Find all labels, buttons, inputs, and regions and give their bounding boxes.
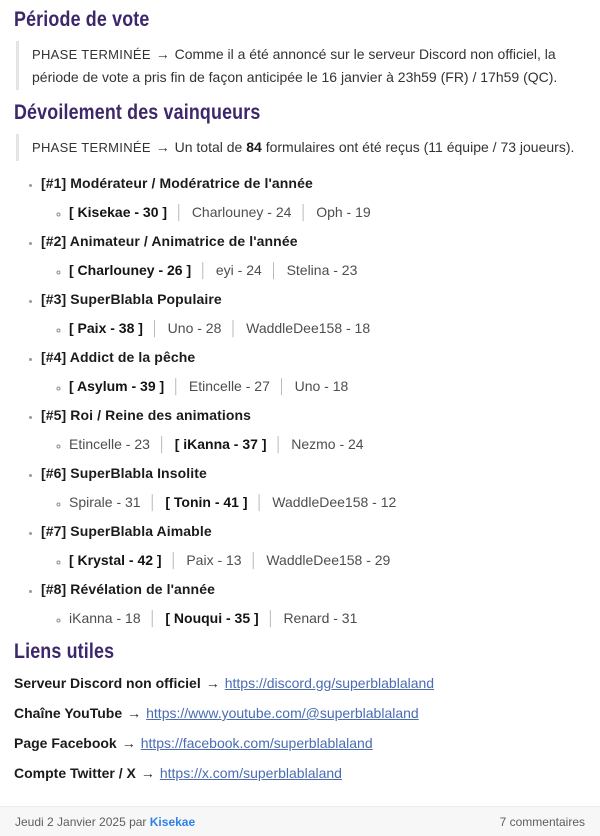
separator: │ xyxy=(175,204,184,220)
link-label: Page Facebook xyxy=(14,735,117,751)
winner-category xyxy=(41,174,584,222)
separator: │ xyxy=(249,552,259,568)
phase-note-body: Comme il a été annoncé sur le serveur Discord non officiel, la période de vote a pris fin de façon anticipée le 16 janvier à 23h59 (FR) / 17h59 (QC). xyxy=(32,46,558,85)
results-row xyxy=(69,551,584,570)
comments-link[interactable]: 7 commentaires xyxy=(499,814,585,829)
runner-up-entry: iKanna - 18 xyxy=(69,610,141,626)
runner-up-entry: Etincelle - 23 xyxy=(69,436,150,452)
category-results xyxy=(41,319,584,338)
phase-note-periode-text xyxy=(32,43,584,88)
link-line xyxy=(14,763,584,783)
runner-up-entry: Nezmo - 24 xyxy=(291,436,364,452)
category-results xyxy=(41,435,584,454)
winners-list xyxy=(14,174,584,628)
external-link[interactable]: https://facebook.com/superblablaland xyxy=(140,735,373,751)
link-line xyxy=(14,703,584,723)
external-link[interactable]: https://x.com/superblablaland xyxy=(159,765,342,781)
results-row xyxy=(69,435,584,454)
winner-entry: [ Nouqui - 35 ] xyxy=(165,610,259,626)
separator: │ xyxy=(266,610,276,626)
phase-note-resultats-text xyxy=(32,136,584,159)
category-results xyxy=(41,609,584,628)
runner-up-entry: Spirale - 31 xyxy=(69,494,141,510)
phase-status-label: PHASE TERMINÉE xyxy=(32,47,151,62)
separator: │ xyxy=(172,378,181,394)
arrow-icon: → xyxy=(155,46,170,62)
section-heading-devoilement: Dévoilement des vainqueurs xyxy=(14,101,261,124)
winner-entry: [ Asylum - 39 ] xyxy=(69,378,165,394)
runner-up-entry: WaddleDee158 - 18 xyxy=(246,320,371,336)
separator: │ xyxy=(277,378,287,394)
winner-entry: [ iKanna - 37 ] xyxy=(174,436,267,452)
link-label: Serveur Discord non officiel xyxy=(14,675,201,691)
runner-up-entry: WaddleDee158 - 29 xyxy=(266,552,391,568)
runner-up-entry: Renard - 31 xyxy=(283,610,358,626)
phase-status-label: PHASE TERMINÉE xyxy=(32,140,151,155)
link-line xyxy=(14,673,584,693)
section-heading-liens-utiles: Liens utiles xyxy=(14,640,115,663)
runner-up-entry: Uno - 28 xyxy=(167,320,222,336)
winner-category xyxy=(41,580,584,628)
winner-category xyxy=(41,290,584,338)
external-link[interactable]: https://www.youtube.com/@superblablaland xyxy=(146,705,419,721)
winner-category xyxy=(41,232,584,280)
category-title: [#6] SuperBlabla Insolite xyxy=(41,465,207,481)
separator: │ xyxy=(255,494,265,510)
post-date: Jeudi 2 Janvier 2025 par xyxy=(15,814,147,829)
category-title: [#2] Animateur / Animatrice de l'année xyxy=(41,233,298,249)
results-row xyxy=(69,261,584,280)
link-label: Compte Twitter / X xyxy=(14,765,136,781)
separator: │ xyxy=(148,494,158,510)
results-row xyxy=(69,609,584,628)
winner-category xyxy=(41,406,584,454)
arrow-icon: → xyxy=(205,675,220,691)
phase-note-resultats xyxy=(16,134,584,161)
category-title: [#3] SuperBlabla Populaire xyxy=(41,291,222,307)
category-results xyxy=(41,261,584,280)
category-title: [#5] Roi / Reine des animations xyxy=(41,407,252,423)
total-after: formulaires ont été reçus (11 équipe / 73 joueurs). xyxy=(265,139,575,155)
category-title: [#4] Addict de la pêche xyxy=(41,349,196,365)
separator: │ xyxy=(169,552,179,568)
category-title: [#1] Modérateur / Modératrice de l'année xyxy=(41,175,313,191)
winner-entry: [ Krystal - 42 ] xyxy=(69,552,162,568)
separator: │ xyxy=(148,610,158,626)
runner-up-entry: WaddleDee158 - 12 xyxy=(272,494,397,510)
results-row xyxy=(69,319,584,338)
total-before: Un total de xyxy=(174,139,243,155)
category-results xyxy=(41,551,584,570)
separator: │ xyxy=(199,262,208,278)
category-results xyxy=(41,203,584,222)
post-meta xyxy=(15,815,195,829)
runner-up-entry: Charlouney - 24 xyxy=(191,204,292,220)
results-row xyxy=(69,493,584,512)
category-results xyxy=(41,493,584,512)
total-count: 84 xyxy=(246,139,262,155)
arrow-icon: → xyxy=(127,705,142,721)
results-row xyxy=(69,203,584,222)
results-row xyxy=(69,377,584,396)
separator: │ xyxy=(269,262,279,278)
post-footer xyxy=(0,806,600,836)
arrow-icon: → xyxy=(155,139,170,155)
category-title: [#8] Révélation de l'année xyxy=(41,581,215,597)
winner-category xyxy=(41,464,584,512)
separator: │ xyxy=(299,204,309,220)
runner-up-entry: Etincelle - 27 xyxy=(188,378,270,394)
runner-up-entry: Paix - 13 xyxy=(186,552,242,568)
link-line xyxy=(14,733,584,753)
runner-up-entry: Oph - 19 xyxy=(316,204,371,220)
link-label: Chaîne YouTube xyxy=(14,705,123,721)
separator: │ xyxy=(157,436,167,452)
winner-category xyxy=(41,522,584,570)
runner-up-entry: Stelina - 23 xyxy=(286,262,358,278)
runner-up-entry: eyi - 24 xyxy=(215,262,262,278)
section-heading-periode-de-vote: Période de vote xyxy=(14,8,150,31)
separator: │ xyxy=(229,320,239,336)
winner-entry: [ Kisekae - 30 ] xyxy=(69,204,168,220)
phase-note-periode xyxy=(16,41,584,90)
links-list xyxy=(14,673,584,783)
author-link[interactable]: Kisekae xyxy=(149,814,196,829)
winner-category xyxy=(41,348,584,396)
category-results xyxy=(41,377,584,396)
separator: │ xyxy=(274,436,284,452)
arrow-icon: → xyxy=(140,765,155,781)
winner-entry: [ Tonin - 41 ] xyxy=(165,494,248,510)
arrow-icon: → xyxy=(121,735,136,751)
winner-entry: [ Charlouney - 26 ] xyxy=(69,262,192,278)
external-link[interactable]: https://discord.gg/superblablaland xyxy=(224,675,435,691)
runner-up-entry: Uno - 18 xyxy=(294,378,349,394)
category-title: [#7] SuperBlabla Aimable xyxy=(41,523,212,539)
winner-entry: [ Paix - 38 ] xyxy=(69,320,143,336)
separator: │ xyxy=(150,320,160,336)
